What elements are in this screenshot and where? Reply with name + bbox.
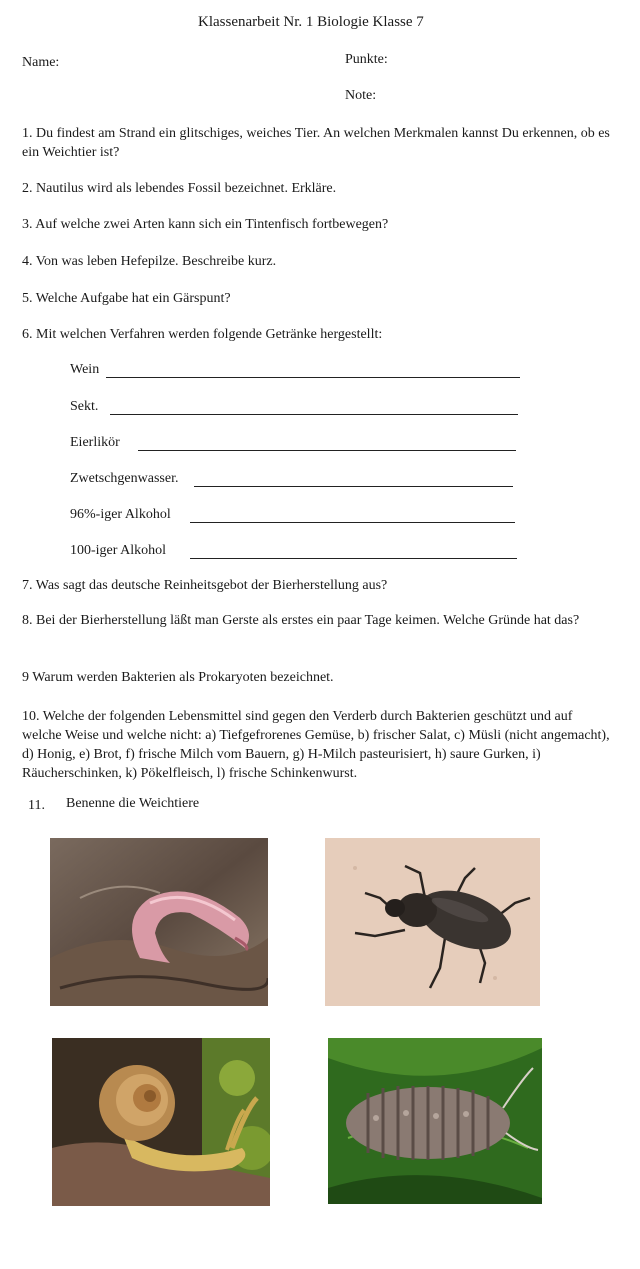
question-11-number: 11. xyxy=(28,798,45,813)
animal-photo-woodlouse xyxy=(328,1038,542,1204)
animal-photo-snail xyxy=(52,1038,270,1206)
question-3: 3. Auf welche zwei Arten kann sich ein Tintenfisch fortbewegen? xyxy=(22,217,389,232)
answer-line[interactable] xyxy=(190,522,515,523)
question-8: 8. Bei der Bierherstellung läßt man Gerste als erstes ein paar Tage keimen. Welche Gründe hat das? xyxy=(22,613,580,628)
points-label: Punkte: xyxy=(345,52,388,67)
answer-line[interactable] xyxy=(110,414,518,415)
question-1: 1. Du findest am Strand ein glitschiges, weiches Tier. An welchen Merkmalen kannst Du erkennen, ob es ein Weichtier ist? xyxy=(22,126,610,160)
animal-photo-worm xyxy=(50,838,268,1006)
question-9: 9 Warum werden Bakterien als Prokaryoten bezeichnet. xyxy=(22,670,334,685)
beverage-label: 100-iger Alkohol xyxy=(70,543,167,558)
answer-line[interactable] xyxy=(190,558,517,559)
question-2: 2. Nautilus wird als lebendes Fossil bezeichnet. Erkläre. xyxy=(22,181,337,196)
question-7: 7. Was sagt das deutsche Reinheitsgebot der Bierherstellung aus? xyxy=(22,578,388,593)
beverage-label: Zwetschgenwasser. xyxy=(70,471,179,486)
question-11-text: Benenne die Weichtiere xyxy=(66,796,200,811)
answer-line[interactable] xyxy=(106,377,520,378)
grade-label: Note: xyxy=(345,88,377,103)
question-10: 10. Welche der folgenden Lebensmittel sind gegen den Verderb durch Bakterien geschützt und auf welche Weise und welche nicht: a) Tiefgefrorenes Gemüse, b) frischer Salat, c) Müsli (nicht angemacht), d) Honig, e) Brot, f) frische Milch vom Bauern, g) H-Milch pasteurisiert, h) saure Gurken, i) Räucherschinken, k) Pökelfleisch, l) frische Schinkenwurst. xyxy=(22,709,610,781)
question-5: 5. Welche Aufgabe hat ein Gärspunt? xyxy=(22,291,231,306)
beverage-label: 96%-iger Alkohol xyxy=(70,507,171,522)
page-title: Klassenarbeit Nr. 1 Biologie Klasse 7 xyxy=(198,14,424,30)
beverage-label: Sekt. xyxy=(70,399,99,414)
beverage-label: Wein xyxy=(70,362,100,377)
answer-line[interactable] xyxy=(194,486,513,487)
name-label: Name: xyxy=(22,55,60,70)
question-4: 4. Von was leben Hefepilze. Beschreibe kurz. xyxy=(22,254,277,269)
animal-photo-beetle xyxy=(325,838,540,1006)
question-6: 6. Mit welchen Verfahren werden folgende Getränke hergestellt: xyxy=(22,327,383,342)
answer-line[interactable] xyxy=(138,450,516,451)
beverage-label: Eierlikör xyxy=(70,435,120,450)
